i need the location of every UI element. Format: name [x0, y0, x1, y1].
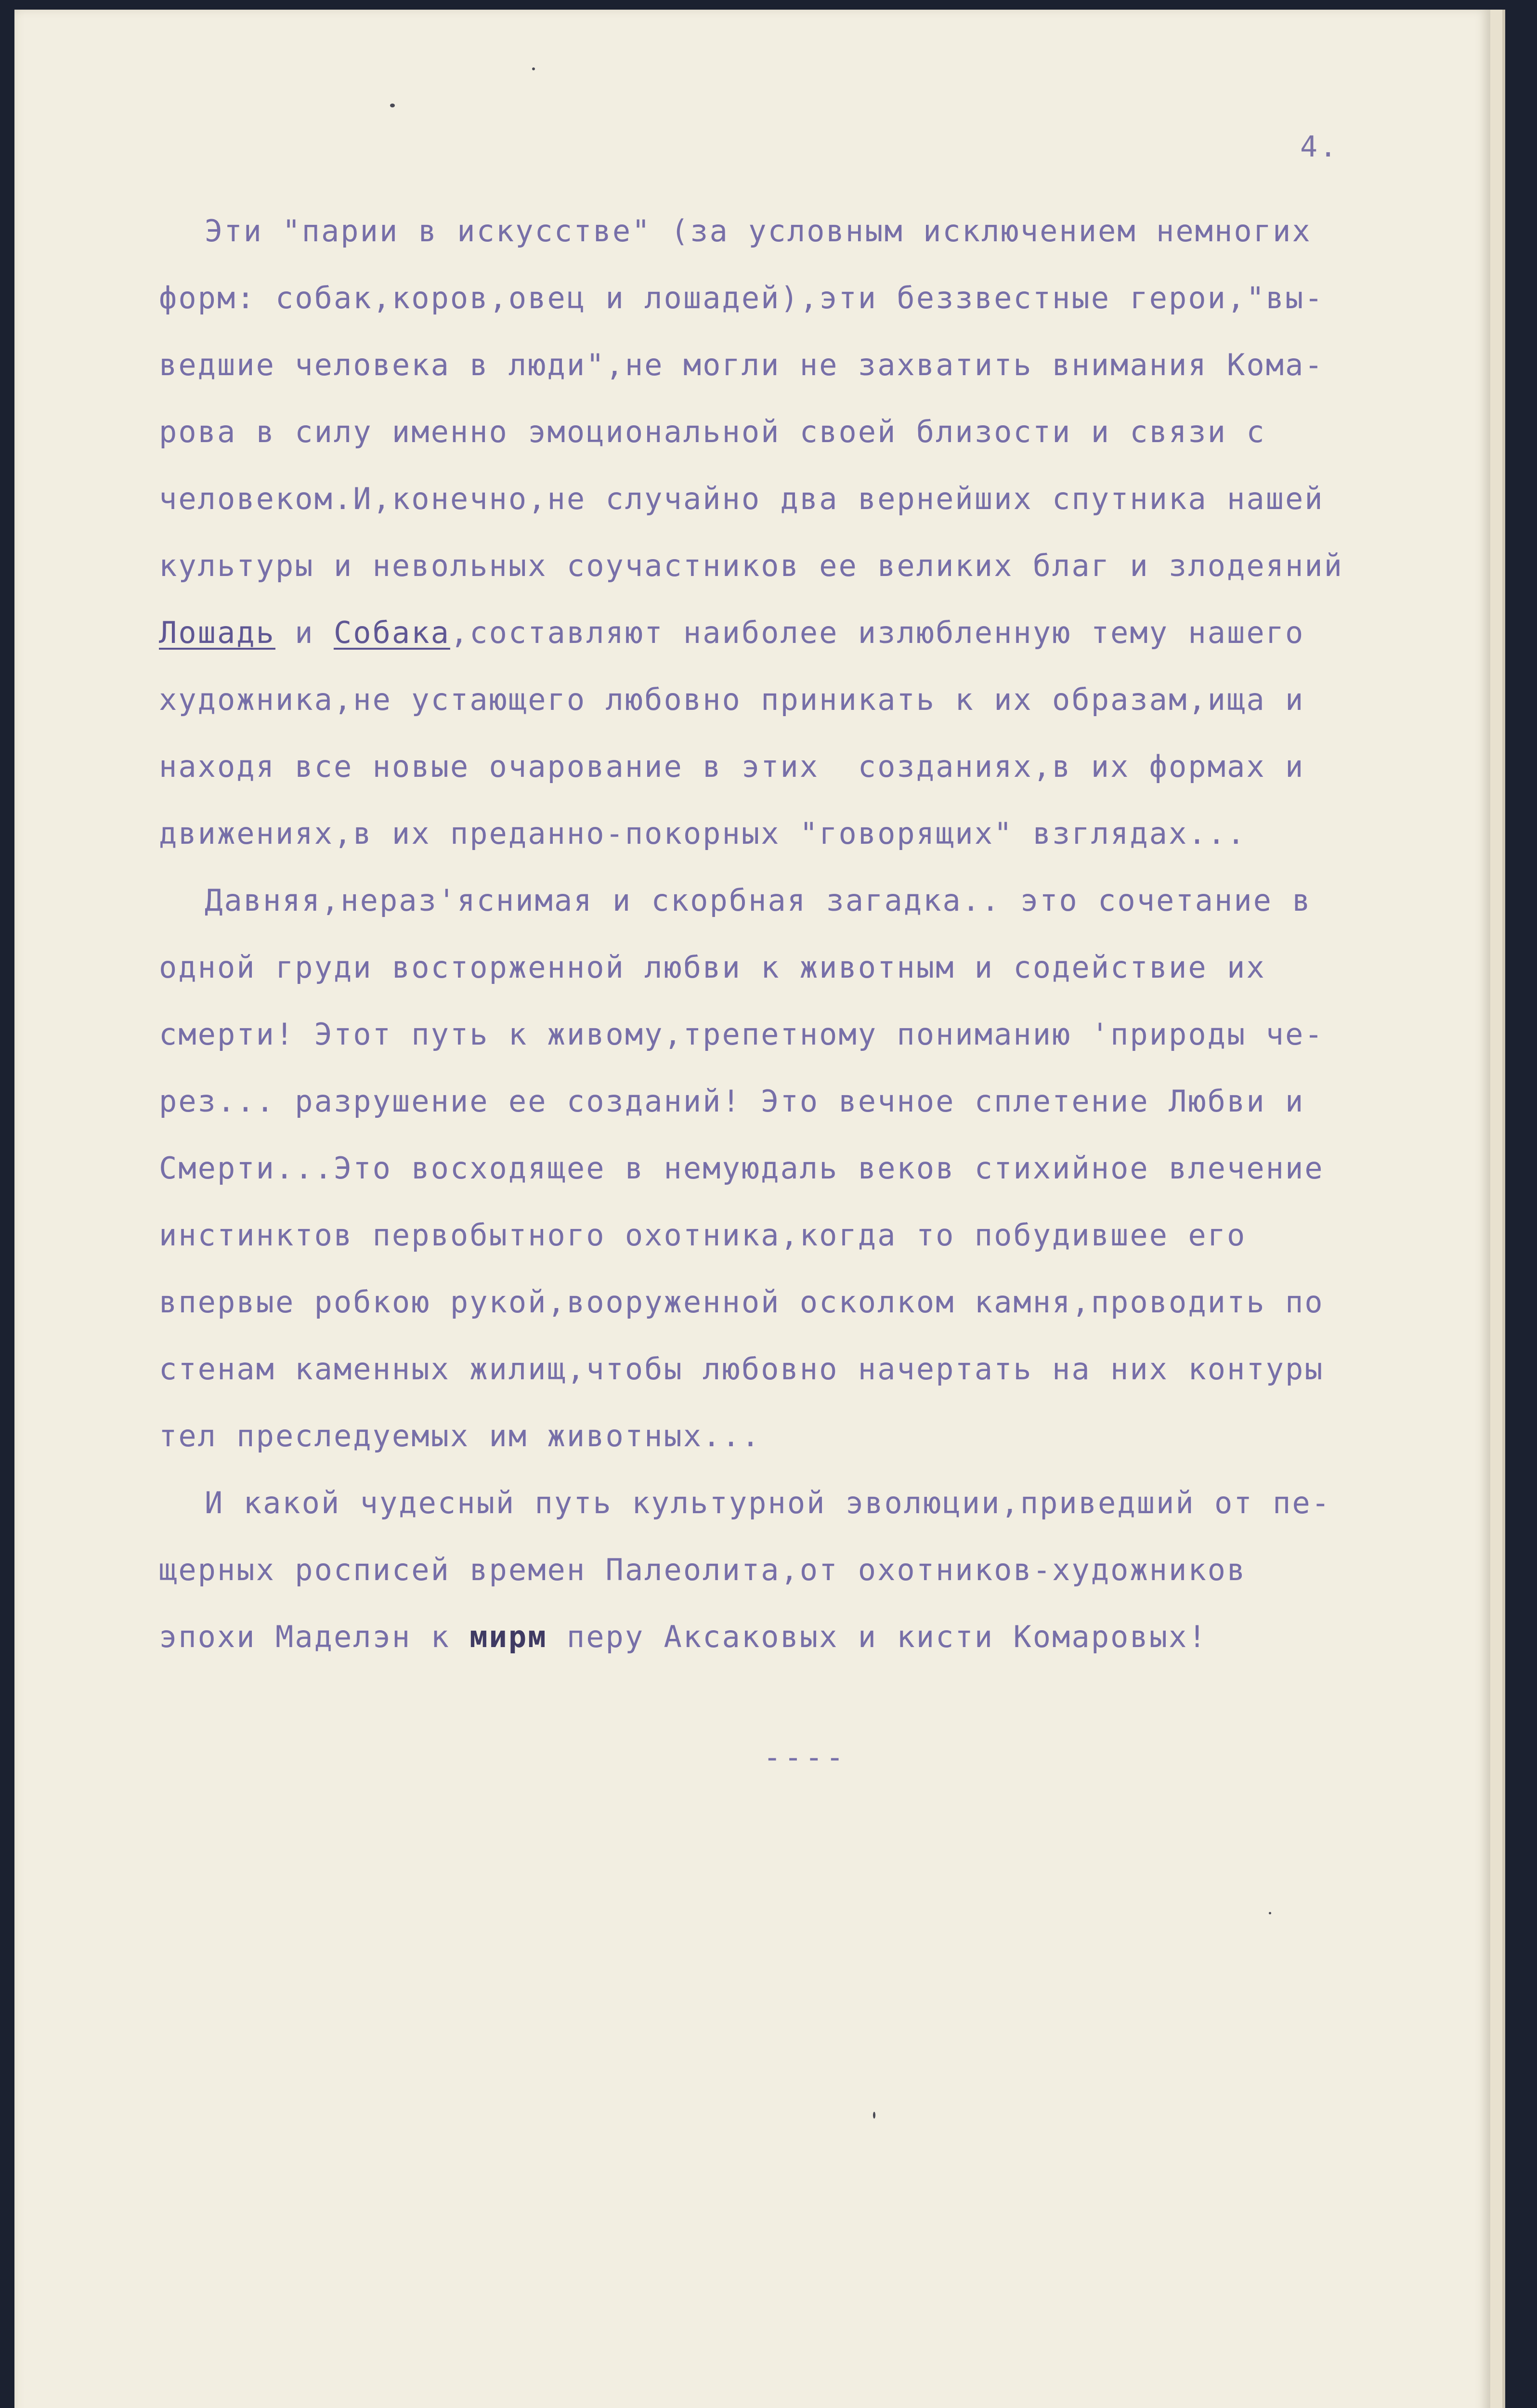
- paper-speck: [1269, 1912, 1271, 1914]
- text-line: [159, 1335, 1469, 1402]
- text-line: [159, 1469, 1469, 1536]
- text-span: Давняя,нераз'яснимая и скорбная загадка.. это сочетание в: [205, 883, 1312, 918]
- text-line: [159, 398, 1469, 465]
- text-span: одной груди восторженной любви к животным и содействие их: [159, 950, 1266, 985]
- text-line: [159, 934, 1469, 1001]
- text-span: И какой чудесный путь культурной эволюции,приведший от пе-: [205, 1485, 1331, 1520]
- struck-over-word: мирм: [469, 1619, 547, 1654]
- text-span: стенам каменных жилищ,чтобы любовно начертать на них контуры: [159, 1351, 1324, 1387]
- typed-body-text: [159, 197, 1469, 1670]
- text-span: движениях,в их преданно-покорных "говорящих" взглядах...: [159, 816, 1247, 851]
- text-span: смерти! Этот путь к живому,трепетному пониманию 'природы че-: [159, 1017, 1324, 1052]
- text-span: инстинктов первобытного охотника,когда то побудившее его: [159, 1217, 1247, 1253]
- text-span: находя все новые очарование в этих созданиях,в их формах и: [159, 749, 1305, 784]
- paragraph: [159, 867, 1469, 1469]
- text-span: тел преследуемых им животных...: [159, 1418, 761, 1453]
- text-line: [159, 867, 1469, 934]
- text-span: Смерти...Это восходящее в немуюдаль веков стихийное влечение: [159, 1151, 1324, 1186]
- text-line: [159, 800, 1469, 867]
- text-line: [159, 733, 1469, 800]
- text-span: форм: собак,коров,овец и лошадей),эти беззвестные герои,"вы-: [159, 280, 1324, 315]
- text-span: перу Аксаковых и кисти Комаровых!: [547, 1619, 1208, 1654]
- paper-speck: [873, 2112, 875, 2119]
- paper-speck: [390, 104, 395, 107]
- text-line: [159, 599, 1469, 666]
- paper-speck: [532, 67, 535, 70]
- text-line: [159, 1536, 1469, 1603]
- text-span: рез... разрушение ее созданий! Это вечное сплетение Любви и: [159, 1084, 1305, 1119]
- text-span: впервые робкою рукой,вооруженной осколком камня,проводить по: [159, 1284, 1324, 1320]
- underlined-word: Собака: [333, 615, 450, 650]
- text-line: [159, 1269, 1469, 1335]
- text-line: [159, 1068, 1469, 1135]
- text-span: эпохи Маделэн к: [159, 1619, 470, 1654]
- text-span: ведшие человека в люди",не могли не захватить внимания Кома-: [159, 347, 1324, 382]
- text-span: культуры и невольных соучастников ее великих благ и злодеяний: [159, 548, 1343, 583]
- page-number: 4.: [1300, 130, 1339, 164]
- text-span: Эти "парии в искусстве" (за условным исключением немногих: [205, 213, 1312, 249]
- text-span: рова в силу именно эмоциональной своей близости и связи с: [159, 414, 1266, 449]
- text-span: щерных росписей времен Палеолита,от охотников-художников: [159, 1552, 1247, 1587]
- text-span: ,составляют наиболее излюбленную тему нашего: [450, 615, 1305, 650]
- text-line: [159, 666, 1469, 733]
- text-span: и: [275, 615, 334, 650]
- text-line: [159, 532, 1469, 599]
- section-divider: ----: [763, 1740, 847, 1775]
- text-line: [159, 1402, 1469, 1469]
- text-line: [159, 1135, 1469, 1202]
- text-span: человеком.И,конечно,не случайно два вернейших спутника нашей: [159, 481, 1324, 516]
- text-line: [159, 1001, 1469, 1068]
- text-line: [159, 264, 1469, 331]
- typed-page: [14, 10, 1490, 2408]
- text-line: [159, 1202, 1469, 1269]
- text-line: [159, 1603, 1469, 1670]
- paragraph: [159, 197, 1469, 867]
- underlined-word: Лошадь: [159, 615, 275, 650]
- paper-stack: [14, 10, 1505, 2408]
- text-line: [159, 197, 1469, 264]
- text-line: [159, 331, 1469, 398]
- text-span: художника,не устающего любовно приникать к их образам,ища и: [159, 682, 1305, 717]
- text-line: [159, 465, 1469, 532]
- paragraph: [159, 1469, 1469, 1670]
